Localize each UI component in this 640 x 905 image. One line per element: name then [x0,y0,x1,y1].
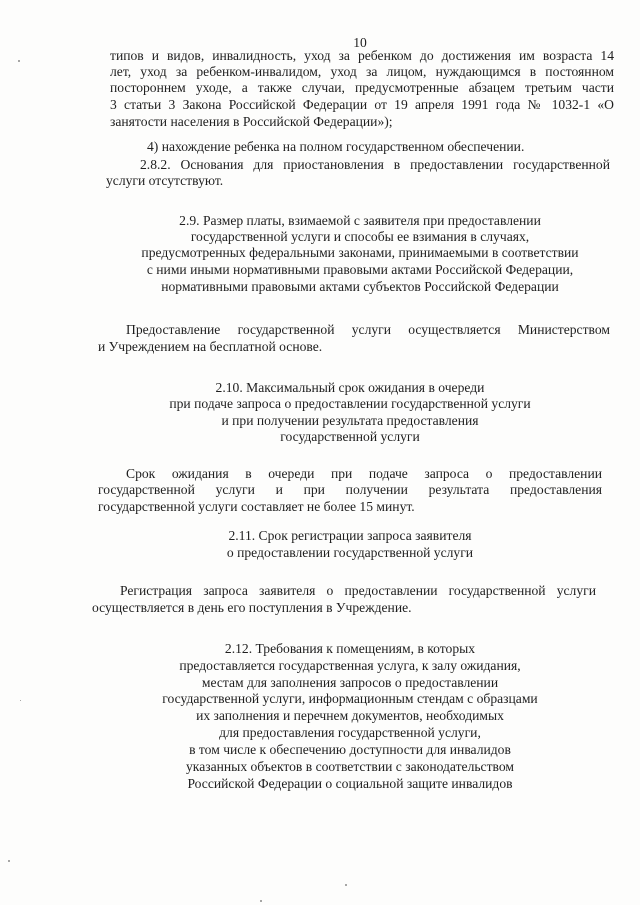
heading-2-12-line-5: их заполнения и перечнем документов, необходимых [196,708,504,723]
heading-2-12-line-9: Российской Федерации о социальной защите инвалидов [187,776,513,791]
heading-2-12-line-8: указанных объектов в соответствии с законодательством [186,759,514,774]
para-2-9-line-2: и Учреждением на бесплатной основе. [98,339,323,354]
heading-2-9-line-2: государственной услуги и способы ее взимания в случаях, [190,229,530,244]
para-2-10-line-1: Срок ожидания в очереди при подаче запроса о предоставлении [126,466,602,481]
scan-speck [18,60,20,62]
heading-2-10-line-4: государственной услуги [280,429,420,444]
heading-2-11-line-2: о предоставлении государственной услуги [226,545,474,560]
scan-speck [20,700,21,701]
page-number: 10 [353,35,367,50]
item-4: 4) нахождение ребенка на полном государственном обеспечении. [147,139,525,154]
scan-speck [8,860,10,862]
para1-line-5: занятости населения в Российской Федерации»); [110,114,393,129]
para-2-10-line-2: государственной услуги и при получении результата предоставления [98,482,602,497]
heading-2-10-line-2: при подаче запроса о предоставлении государственной услуги [169,396,531,411]
heading-2-9-line-1: 2.9. Размер платы, взимаемой с заявителя при предоставлении [179,213,541,228]
para-2-9-line-1: Предоставление государственной услуги осуществляется Министерством [126,322,610,337]
heading-2-12-line-2: предоставляется государственная услуга, к залу ожидания, [179,658,521,673]
para-2-11-line-2: осуществляется в день его поступления в Учреждение. [92,600,412,615]
heading-2-12-line-4: государственной услуги, информационным стендам с образцами [162,691,538,706]
para-2-10-line-3: государственной услуги составляет не более 15 минут. [98,499,415,514]
heading-2-9-line-4: с ними иными нормативными правовыми актами Российской Федерации, [146,262,574,277]
heading-2-12-line-6: для предоставления государственной услуги, [219,725,481,740]
section-2-8-2-line-1: 2.8.2. Основания для приостановления в предоставлении государственной [140,157,610,172]
heading-2-12-line-1: 2.12. Требования к помещениям, в которых [224,641,476,656]
para1-line-1: типов и видов, инвалидность, уход за ребенком до достижения им возраста 14 [110,48,614,63]
heading-2-11-line-1: 2.11. Срок регистрации запроса заявителя [228,528,472,543]
heading-2-12-line-3: местам для заполнения запросов о предоставлении [201,675,499,690]
section-2-8-2-line-2: услуги отсутствуют. [106,173,224,188]
scan-speck [260,900,262,902]
heading-2-10-line-3: и при получении результата предоставления [221,413,479,428]
heading-2-9-line-5: нормативными правовыми актами субъектов Российской Федерации [161,279,559,294]
heading-2-9-line-3: предусмотренных федеральными законами, принимаемыми в соответствии [141,245,579,260]
heading-2-10-line-1: 2.10. Максимальный срок ожидания в очереди [215,380,485,395]
para-2-11-line-1: Регистрация запроса заявителя о предоставлении государственной услуги [120,583,596,598]
heading-2-12-line-7: в том числе к обеспечению доступности для инвалидов [189,742,511,757]
para1-line-4: 3 статьи 3 Закона Российской Федерации от 19 апреля 1991 года № 1032-1 «О [110,97,614,112]
para1-line-3: постороннем уходе, а также случаи, предусмотренные абзацем третьим части [110,80,614,95]
scan-speck [345,884,347,886]
para1-line-2: лет, уход за ребенком-инвалидом, уход за лицом, нуждающимся в постоянном [110,64,614,79]
